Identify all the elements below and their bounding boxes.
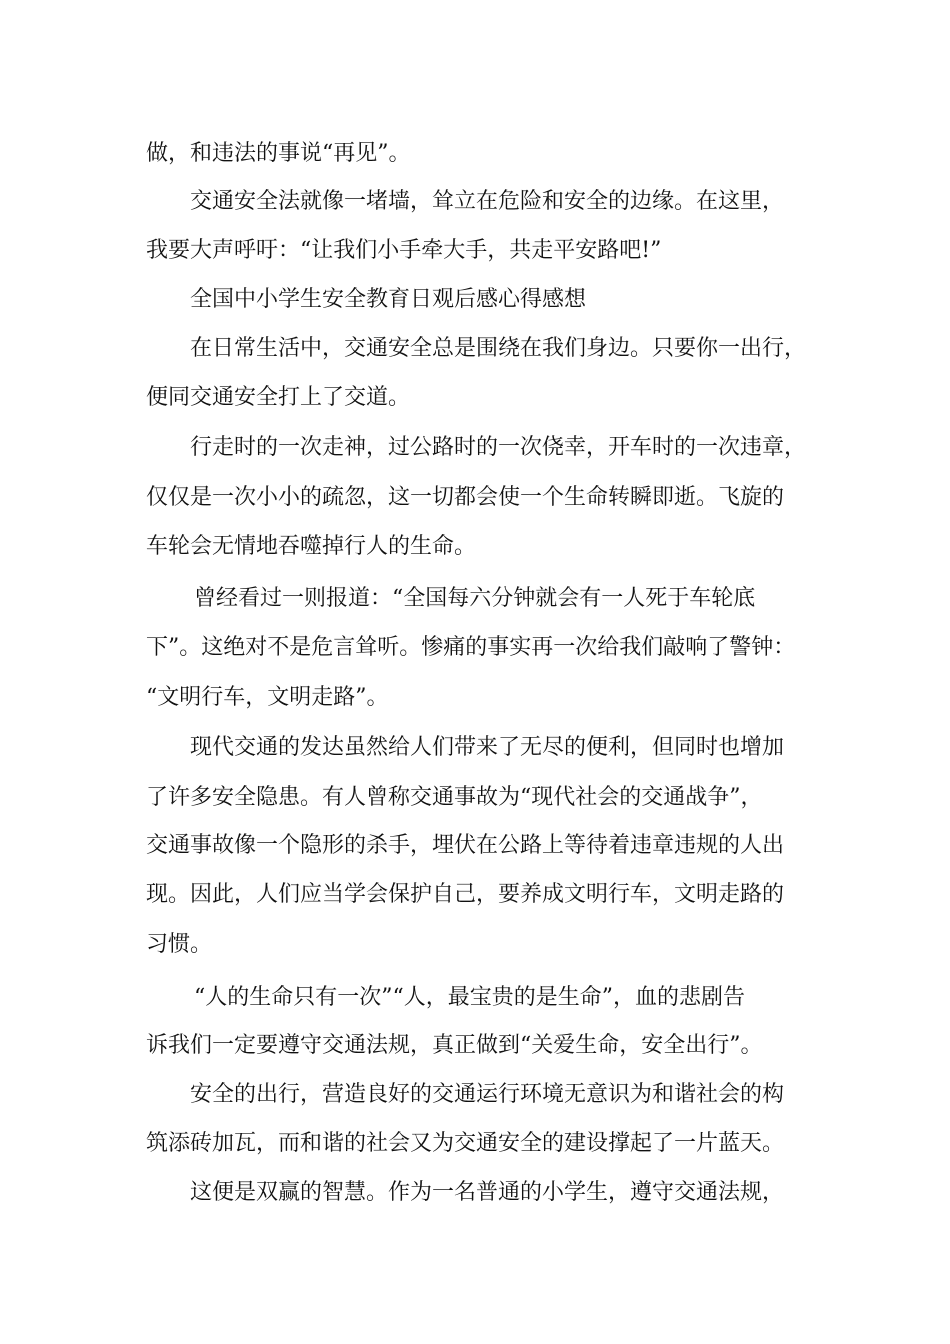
text-line-13: 现代交通的发达虽然给人们带来了无尽的便利，但同时也增加	[190, 735, 785, 760]
text-line-8: 仅仅是一次小小的疏忽，这一切都会使一个生命转瞬即逝。飞旋的	[146, 485, 785, 510]
text-line-2: 交通安全法就像一堵墙，耸立在危险和安全的边缘。在这里，	[190, 189, 785, 214]
text-line-17: 习惯。	[146, 932, 213, 957]
text-line-19: 诉我们一定要遵守交通法规，真正做到“关爱生命，安全出行”。	[146, 1033, 763, 1058]
text-line-9: 车轮会无情地吞噬掉行人的生命。	[146, 534, 477, 559]
text-line-12: “文明行车，文明走路”。	[146, 685, 389, 710]
text-line-22: 这便是双赢的智慧。作为一名普通的小学生，遵守交通法规，	[190, 1180, 785, 1205]
text-line-18: “人的生命只有一次”“人，最宝贵的是生命”，血的悲剧告	[194, 985, 745, 1010]
text-line-21: 筑添砖加瓦，而和谐的社会又为交通安全的建设撑起了一片蓝天。	[146, 1131, 785, 1156]
text-line-7: 行走时的一次走神，过公路时的一次侥幸，开车时的一次违章，	[190, 435, 807, 460]
text-line-15: 交通事故像一个隐形的杀手，埋伏在公路上等待着违章违规的人出	[146, 833, 785, 858]
text-line-20: 安全的出行，营造良好的交通运行环境无意识为和谐社会的构	[190, 1082, 785, 1107]
text-line-11: 下”。这绝对不是危言耸听。惨痛的事实再一次给我们敲响了警钟：	[146, 635, 796, 660]
document-page	[146, 128, 826, 1308]
text-line-16: 现。因此，人们应当学会保护自己，要养成文明行车，文明走路的	[146, 882, 785, 907]
text-line-3: 我要大声呼吁：“让我们小手牵大手，共走平安路吧!”	[146, 238, 662, 263]
text-line-6: 便同交通安全打上了交道。	[146, 385, 411, 410]
text-line-14: 了许多安全隐患。有人曾称交通事故为“现代社会的交通战争”，	[146, 785, 763, 810]
section-heading: 全国中小学生安全教育日观后感心得感想	[190, 287, 587, 312]
text-line-1: 做，和违法的事说“再见”。	[146, 141, 411, 166]
text-line-5: 在日常生活中，交通安全总是围绕在我们身边。只要你一出行，	[190, 336, 807, 361]
text-line-10: 曾经看过一则报道：“全国每六分钟就会有一人死于车轮底	[194, 586, 756, 611]
